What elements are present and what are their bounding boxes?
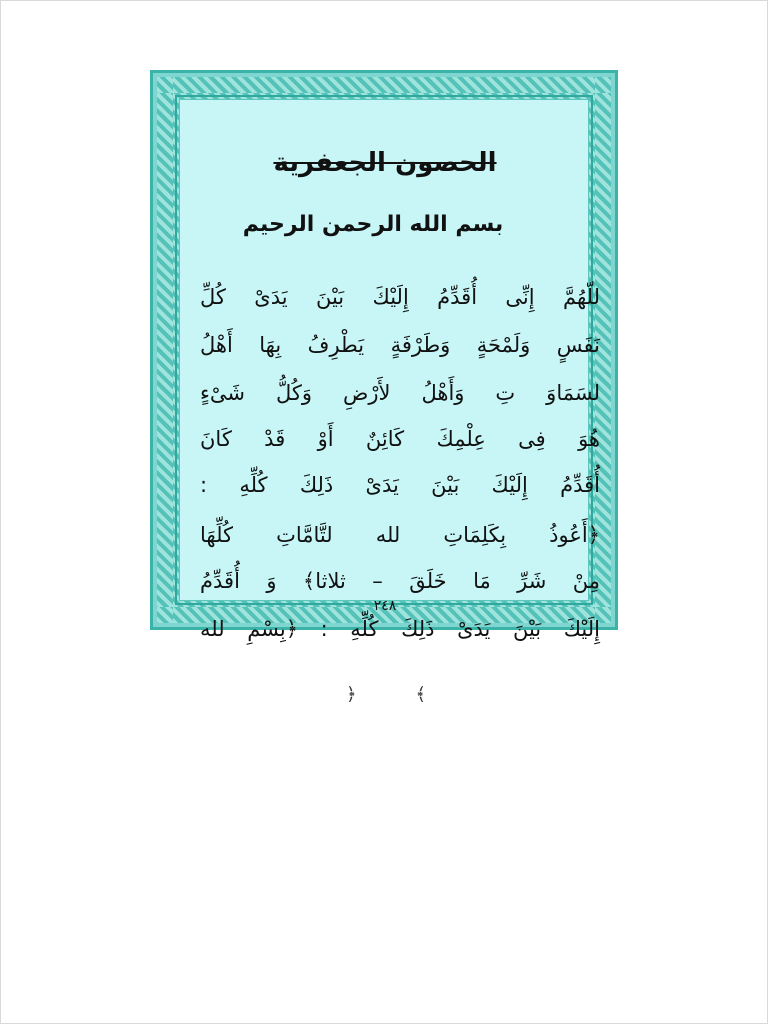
document-title: الحصون الجعفرية — [273, 148, 497, 178]
text-line-8: إِلَيْكَ بَيْنَ يَدَىْ ذَلِكَ كُلِّهِ : ﴿بِسْمِ لله — [200, 617, 600, 641]
footer-bracket-right: ﴾ — [415, 683, 426, 705]
footer-bracket-left: ﴿ — [346, 683, 357, 705]
text-line-6: ﴿أَعُوذُ بِكَلِمَاتِ لله لتَّامَّاتِ كُلِّهَا — [200, 523, 600, 547]
text-line-7: مِنْ شَرِّ مَا خَلَقَ – ثلاثا﴾ وَ أُقَدِّمُ — [200, 569, 600, 593]
text-line-4: هُوَ فِى عِلْمِكَ كَائِنٌ أَوْ قَدْ كَانَ — [200, 427, 600, 451]
basmala: بسم الله الرحمن الرحيم — [242, 212, 504, 237]
text-line-2: نَفَسٍ وَلَمْحَةٍ وَطَرْفَةٍ يَطْرِفُ بِهَا أَهْلُ — [200, 333, 600, 357]
footer-ornament — [346, 682, 426, 706]
text-line-3: لسَمَاوَ تِ وَأَهْلُ لأَرْضِ وَكُلُّ شَىْءٍ — [200, 381, 600, 405]
page-number: ٢٤٨ — [373, 598, 397, 614]
text-line-1: للّهُمَّ إِنِّى أُقَدِّمُ إِلَيْكَ بَيْنَ يَدَىْ كُلِّ — [200, 285, 600, 309]
text-line-5: أُقَدِّمُ إِلَيْكَ بَيْنَ يَدَىْ ذَلِكَ كُلِّهِ : — [200, 473, 600, 497]
